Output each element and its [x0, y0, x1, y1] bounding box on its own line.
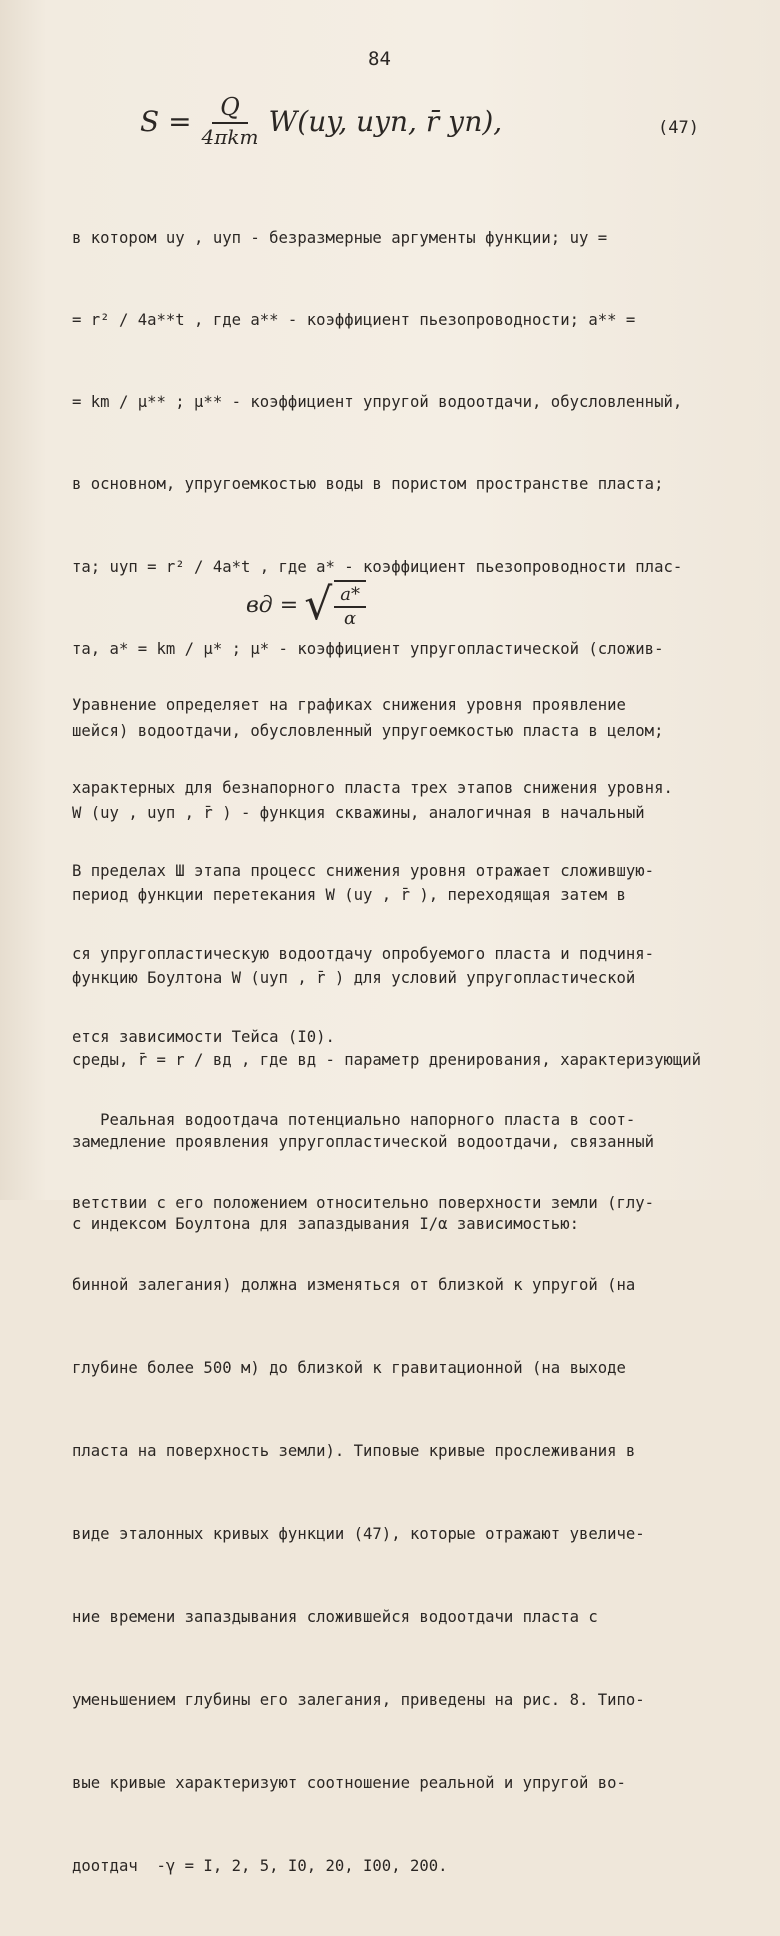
text-line: Уравнение определяет на графиках снижения уровня проявление	[72, 695, 626, 714]
text-line: ется зависимости Тейса (I0).	[72, 1027, 335, 1046]
formula-lhs: вд =	[246, 592, 299, 618]
text-line: бинной залегания) должна изменяться от близкой к упругой (на	[72, 1276, 636, 1295]
text-line: уменьшением глубины его залегания, приведены на рис. 8. Типо-	[72, 1691, 645, 1710]
text-line: вые кривые характеризуют соотношение реальной и упругой во-	[72, 1774, 626, 1793]
formula-lhs: S =	[140, 104, 192, 138]
text-line: глубине более 500 м) до близкой к гравитационной (на выходе	[72, 1359, 626, 1378]
text-line: = km / μ** ; μ** - коэффициент упругой водоотдачи, обусловленный,	[72, 393, 683, 412]
text-line: та, a* = km / μ* ; μ* - коэффициент упругопластической (сложив-	[72, 639, 664, 658]
sqrt-icon: √	[304, 579, 333, 630]
text-line: период функции перетекания W (uy , r̄ ), переходящая затем в	[72, 886, 626, 905]
page-number: 84	[368, 48, 391, 70]
text-line: шейся) водоотдачи, обусловленный упругоемкостью пласта в целом;	[72, 722, 664, 741]
formula-function: W(uy, uyп, r̄ уп),	[268, 104, 503, 138]
text-line: доотдач -γ = I, 2, 5, I0, 20, I00, 200.	[72, 1857, 448, 1876]
text-line: та; uyп = r² / 4a*t , где a* - коэффициент пьезопроводности плас-	[72, 557, 683, 576]
formula-drainage-parameter	[246, 580, 366, 630]
text-line: в котором uy , uyп - безразмерные аргументы функции; uy =	[72, 228, 608, 247]
formula-number: (47)	[658, 118, 699, 138]
formula-fraction	[334, 580, 366, 630]
text-line: W (uy , uyп , r̄ ) - функция скважины, аналогичная в начальный	[72, 804, 645, 823]
text-line: характерных для безнапорного пласта трех этапов снижения уровня.	[72, 778, 673, 797]
text-line: в основном, упругоемкостью воды в пористом пространстве пласта;	[72, 475, 664, 494]
text-line: замедление проявления упругопластической водоотдачи, связанный	[72, 1133, 655, 1152]
text-line: среды, r̄ = r / вд , где вд - параметр дренирования, характеризующий	[72, 1050, 702, 1069]
formula-numerator: a*	[334, 584, 366, 608]
paragraph-2	[72, 636, 762, 1936]
text-line: с индексом Боултона для запаздывания I/α зависимостью:	[72, 1215, 579, 1234]
text-line: ветствии с его положением относительно поверхности земли (глу-	[72, 1193, 655, 1212]
text-line: функцию Боултона W (uyп , r̄ ) для условий упругопластической	[72, 968, 636, 987]
text-line: = r² / 4a**t , где a** - коэффициент пьезопроводности; a** =	[72, 311, 636, 330]
formula-numerator: Q	[212, 92, 248, 124]
formula-47	[140, 92, 502, 150]
text-line: ние времени запаздывания сложившейся водоотдачи пласта с	[72, 1608, 598, 1627]
formula-denominator: α	[344, 608, 357, 629]
formula-fraction	[202, 92, 259, 150]
text-line: ся упругопластическую водоотдачу опробуемого пласта и подчиня-	[72, 944, 655, 963]
text-line: Реальная водоотдача потенциально напорного пласта в соот-	[72, 1110, 636, 1129]
text-line: виде эталонных кривых функции (47), которые отражают увеличе-	[72, 1525, 645, 1544]
formula-denominator: 4πkm	[201, 125, 259, 149]
text-line: В пределах Ш этапа процесс снижения уровня отражает сложившую-	[72, 861, 655, 880]
text-line: пласта на поверхность земли). Типовые кривые прослеживания в	[72, 1442, 636, 1461]
